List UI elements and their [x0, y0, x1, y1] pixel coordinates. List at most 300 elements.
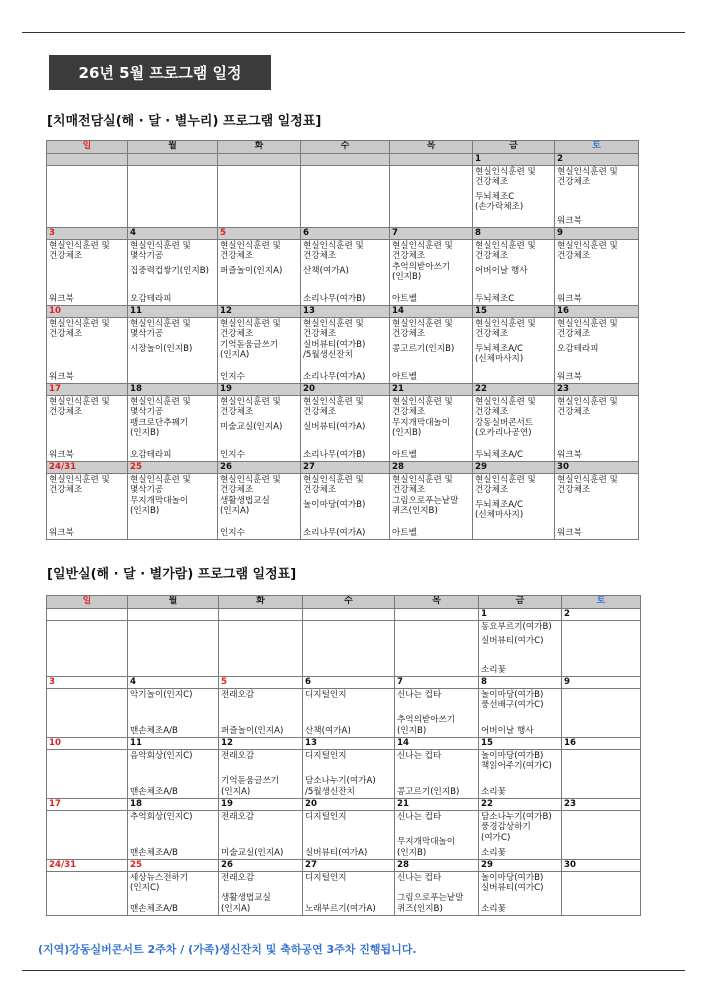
program-line: /5월생신잔치 [305, 786, 355, 797]
day-cell [395, 689, 479, 738]
program-line: 신나는 컵타 [397, 873, 442, 883]
program-line: (인지C) [130, 883, 160, 894]
date-number [219, 609, 303, 621]
program-line: 놀이마당(여가B) [481, 751, 544, 761]
day-cell [473, 396, 555, 462]
program-line: 워크북 [557, 449, 582, 460]
day-cell [128, 474, 218, 540]
program-line: 디지털인지 [305, 690, 347, 700]
program-line: 건강체조 [392, 407, 426, 418]
program-line: 현실인식훈련 및 [220, 241, 281, 251]
program-line: 현실인식훈련 및 [220, 397, 281, 407]
day-cell [301, 396, 390, 462]
program-line: 현실인식훈련 및 [557, 475, 618, 485]
date-number: 4 [128, 677, 219, 689]
program-line: 건강체조 [392, 329, 426, 340]
program-line: 실버뷰티(여가C) [481, 883, 544, 894]
program-line: /5월생신잔치 [303, 350, 353, 361]
day-cell [218, 240, 301, 306]
date-number: 2 [555, 154, 639, 166]
program-line: 두뇌체조C [475, 191, 515, 202]
day-cell [562, 750, 641, 799]
weekday-header: 월 [128, 141, 218, 154]
program-line: 몇삭기공 [130, 485, 164, 496]
program-line: 현실인식훈련 및 [475, 241, 536, 251]
date-row [47, 738, 641, 750]
date-number: 17 [47, 384, 128, 396]
program-line: 건강체조 [557, 251, 591, 262]
date-number: 26 [218, 462, 301, 474]
program-line: 아트벨 [392, 293, 417, 304]
day-cell [395, 872, 479, 916]
program-line: (인지B) [130, 428, 160, 439]
day-cell [47, 872, 128, 916]
program-line: (인지B) [392, 428, 422, 439]
program-line: 현실인식훈련 및 [303, 475, 364, 485]
date-number: 15 [473, 306, 555, 318]
program-row [47, 240, 639, 306]
program-line: 놀이마당(여가B) [481, 873, 544, 883]
day-cell [47, 621, 128, 677]
day-cell [555, 240, 639, 306]
day-cell [562, 621, 641, 677]
day-cell [303, 621, 395, 677]
program-line: 시장놀이(인지B) [130, 343, 193, 354]
program-line: (인지B) [397, 725, 427, 736]
program-line: 팽크로단추꿰기 [130, 417, 189, 428]
program-line: 미술교실(인지A) [221, 847, 284, 858]
weekday-header: 화 [219, 596, 303, 609]
date-row [47, 462, 639, 474]
program-line: 추억의받아쓰기 [392, 261, 451, 272]
day-cell [128, 396, 218, 462]
program-line: 건강체조 [557, 177, 591, 188]
day-cell [47, 811, 128, 860]
bottom-rule [22, 970, 685, 971]
program-line: 아트벨 [392, 371, 417, 382]
date-number: 23 [555, 384, 639, 396]
program-line: 오감테라피 [130, 293, 172, 304]
date-number [128, 154, 218, 166]
day-cell [390, 318, 473, 384]
program-line: 어버이날 행사 [475, 265, 528, 276]
program-line: 신나는 컵타 [397, 751, 442, 761]
date-number: 11 [128, 738, 219, 750]
date-number: 18 [128, 799, 219, 811]
program-line: 풍경감상하기 [481, 822, 531, 833]
date-number [47, 154, 128, 166]
program-line: 소리나무(여가B) [303, 449, 366, 460]
program-line: 건강체조 [303, 251, 337, 262]
date-number: 9 [562, 677, 641, 689]
day-cell [303, 689, 395, 738]
date-number: 25 [128, 462, 218, 474]
program-line: 건강체조 [557, 329, 591, 340]
program-line: 워크북 [49, 371, 74, 382]
program-line: 신나는 컵타 [397, 690, 442, 700]
weekday-header: 일 [47, 141, 128, 154]
date-number: 30 [555, 462, 639, 474]
program-line: 전래오감 [221, 873, 255, 883]
program-line: 책읽어주기(여가C) [481, 761, 552, 772]
program-line: 퍼즐놀이(인지A) [221, 725, 284, 736]
date-number: 16 [555, 306, 639, 318]
date-number: 9 [555, 228, 639, 240]
program-line: 건강체조 [220, 407, 254, 418]
day-cell [303, 872, 395, 916]
weekday-header: 목 [390, 141, 473, 154]
program-line: 인지수 [220, 371, 245, 382]
date-row [47, 384, 639, 396]
program-line: 그림으로푸는낱말 [392, 495, 459, 506]
program-line: 건강체조 [303, 485, 337, 496]
date-number: 6 [303, 677, 395, 689]
date-number: 4 [128, 228, 218, 240]
day-cell [479, 689, 562, 738]
program-line: 무지개막대놀이 [397, 837, 456, 848]
program-line: 디지털인지 [305, 873, 347, 883]
program-line: 건강체조 [220, 329, 254, 340]
weekday-header: 월 [128, 596, 219, 609]
program-line: 전래오감 [221, 812, 255, 822]
date-number: 10 [47, 738, 128, 750]
section2-title: [일반실(해 · 달 · 별가람) 프로그램 일정표] [47, 567, 297, 582]
date-number: 15 [479, 738, 562, 750]
program-line: 현실인식훈련 및 [475, 167, 536, 177]
day-cell [555, 166, 639, 228]
program-line: 현실인식훈련 및 [557, 397, 618, 407]
date-number: 24/31 [47, 462, 128, 474]
program-line: 집중력컵쌓기(인지B) [130, 265, 210, 276]
date-number: 18 [128, 384, 218, 396]
date-number [303, 609, 395, 621]
day-cell [47, 474, 128, 540]
program-line: 무지개막대놀이 [392, 417, 451, 428]
date-number: 21 [390, 384, 473, 396]
program-line: 추억의받아쓰기 [397, 715, 456, 726]
day-cell [218, 396, 301, 462]
program-line: 두뇌체조A/C [475, 499, 523, 510]
program-line: 콩고르기(인지B) [392, 343, 455, 354]
program-line: 인지수 [220, 527, 245, 538]
day-cell [562, 811, 641, 860]
date-number: 1 [479, 609, 562, 621]
date-row [47, 860, 641, 872]
program-line: 현실인식훈련 및 [49, 397, 110, 407]
date-number [47, 609, 128, 621]
date-number: 27 [303, 860, 395, 872]
date-number: 8 [479, 677, 562, 689]
day-cell [218, 166, 301, 228]
day-cell [47, 750, 128, 799]
date-number: 3 [47, 677, 128, 689]
dementia-ward-schedule-table [46, 140, 639, 540]
program-line: 현실인식훈련 및 [49, 475, 110, 485]
program-line: (인지A) [221, 903, 251, 914]
day-cell [128, 318, 218, 384]
day-cell [219, 689, 303, 738]
program-line: 소리나무(여가A) [303, 527, 366, 538]
date-number: 29 [479, 860, 562, 872]
program-row [47, 396, 639, 462]
day-cell [555, 318, 639, 384]
weekday-header: 토 [555, 141, 639, 154]
program-line: 워크북 [49, 449, 74, 460]
day-cell [301, 318, 390, 384]
day-cell [128, 240, 218, 306]
program-line: 현실인식훈련 및 [392, 397, 453, 407]
program-line: 미술교실(인지A) [220, 421, 283, 432]
date-number: 23 [562, 799, 641, 811]
program-line: 어버이날 행사 [481, 725, 534, 736]
date-row [47, 306, 639, 318]
date-number: 22 [479, 799, 562, 811]
program-line: 소리꽃 [481, 903, 506, 914]
program-line: 음악회상(인지C) [130, 751, 193, 761]
day-cell [47, 318, 128, 384]
date-number: 12 [218, 306, 301, 318]
date-number: 12 [219, 738, 303, 750]
program-line: 현실인식훈련 및 [392, 319, 453, 329]
program-line: 아트벨 [392, 527, 417, 538]
program-row [47, 166, 639, 228]
program-line: 현실인식훈련 및 [475, 475, 536, 485]
program-line: 실버뷰티(여가C) [481, 636, 544, 647]
program-line: 워크북 [557, 527, 582, 538]
day-cell [395, 811, 479, 860]
program-line: 현실인식훈련 및 [557, 241, 618, 251]
day-cell [395, 621, 479, 677]
program-line: 맨손체조A/B [130, 725, 178, 736]
program-row [47, 811, 641, 860]
program-line: 현실인식훈련 및 [392, 475, 453, 485]
program-line: 실버뷰티(여가A) [303, 421, 366, 432]
program-line: 건강체조 [49, 407, 83, 418]
program-line: 워크북 [49, 293, 74, 304]
program-line: 오감테라피 [130, 449, 172, 460]
date-number: 22 [473, 384, 555, 396]
weekday-header: 수 [303, 596, 395, 609]
program-line: 건강체조 [557, 407, 591, 418]
program-line: (인지B) [397, 847, 427, 858]
program-line: 전래오감 [221, 751, 255, 761]
day-cell [479, 872, 562, 916]
date-number: 19 [218, 384, 301, 396]
program-row [47, 474, 639, 540]
program-line: 소리나무(여가B) [303, 293, 366, 304]
date-number: 10 [47, 306, 128, 318]
day-cell [301, 166, 390, 228]
date-row [47, 677, 641, 689]
day-cell [47, 240, 128, 306]
program-line: 퀴즈(인지B) [397, 903, 443, 914]
day-cell [219, 872, 303, 916]
date-number: 8 [473, 228, 555, 240]
day-cell [47, 166, 128, 228]
date-row [47, 799, 641, 811]
date-row [47, 228, 639, 240]
weekday-header: 목 [395, 596, 479, 609]
program-line: 놀이마당(여가B) [481, 690, 544, 700]
program-line: 생활생법교실 [221, 893, 271, 904]
program-line: 무지개막대놀이 [130, 495, 189, 506]
program-line: 현실인식훈련 및 [475, 319, 536, 329]
date-row [47, 154, 639, 166]
program-line: (인지A) [220, 350, 250, 361]
date-number: 19 [219, 799, 303, 811]
program-line: 인지수 [220, 449, 245, 460]
program-line: 산책(여가A) [305, 725, 351, 736]
program-line: (손가락체조) [475, 202, 524, 213]
weekday-header: 수 [301, 141, 390, 154]
program-line: 그림으로푸는낱말 [397, 893, 464, 904]
program-line: (인지A) [220, 506, 250, 517]
day-cell [390, 166, 473, 228]
day-cell [479, 621, 562, 677]
program-line: 워크북 [49, 527, 74, 538]
program-line: 건강체조 [303, 329, 337, 340]
program-line: 현실인식훈련 및 [49, 319, 110, 329]
day-cell [562, 872, 641, 916]
date-number: 7 [390, 228, 473, 240]
program-line: 건강체조 [475, 407, 509, 418]
program-line: (신체마사지) [475, 510, 524, 521]
weekday-header: 토 [562, 596, 641, 609]
weekday-header: 금 [479, 596, 562, 609]
program-line: 실버뷰티(여가B) [303, 339, 366, 350]
program-line: 악기놀이(인지C) [130, 690, 193, 700]
date-number: 28 [390, 462, 473, 474]
program-line: 맨손체조A/B [130, 903, 178, 914]
program-line: (인지A) [221, 786, 251, 797]
date-number: 28 [395, 860, 479, 872]
program-line: 현실인식훈련 및 [303, 241, 364, 251]
date-number: 13 [301, 306, 390, 318]
date-number: 21 [395, 799, 479, 811]
program-line: 건강체조 [220, 485, 254, 496]
program-line: 놀이마당(여가B) [303, 499, 366, 510]
date-number: 29 [473, 462, 555, 474]
date-number: 14 [390, 306, 473, 318]
day-cell [473, 474, 555, 540]
day-cell [555, 474, 639, 540]
date-number: 6 [301, 228, 390, 240]
date-number [218, 154, 301, 166]
day-cell [128, 872, 219, 916]
program-line: 두뇌체조C [475, 293, 515, 304]
day-cell [219, 621, 303, 677]
date-number: 27 [301, 462, 390, 474]
date-number: 1 [473, 154, 555, 166]
program-line: 기억돋움글쓰기 [221, 776, 280, 787]
program-line: 현실인식훈련 및 [392, 241, 453, 251]
date-number: 5 [219, 677, 303, 689]
date-number: 7 [395, 677, 479, 689]
program-line: 소리꽃 [481, 847, 506, 858]
program-line: 콩고르기(인지B) [397, 786, 460, 797]
date-number [301, 154, 390, 166]
program-line: 건강체조 [475, 251, 509, 262]
program-line: 퍼즐놀이(인지A) [220, 265, 283, 276]
program-line: 생활생법교실 [220, 495, 270, 506]
program-line: 현실인식훈련 및 [557, 167, 618, 177]
day-cell [128, 750, 219, 799]
program-line: 현실인식훈련 및 [49, 241, 110, 251]
program-line: 두뇌체조A/C [475, 449, 523, 460]
program-line: 풍선배구(여가C) [481, 700, 544, 711]
day-cell [390, 240, 473, 306]
program-line: 워크북 [557, 293, 582, 304]
program-line: 오감테라피 [557, 343, 599, 354]
section1-title: [치매전담실(해 · 달 · 별누리) 프로그램 일정표] [47, 114, 322, 129]
page-title: 26년 5월 프로그램 일정 [49, 55, 271, 90]
program-line: 강동실버콘서트 [475, 417, 534, 428]
program-line: 소리꽃 [481, 664, 506, 675]
program-line: 건강체조 [49, 329, 83, 340]
program-row [47, 872, 641, 916]
program-line: 건강체조 [392, 251, 426, 262]
program-row [47, 621, 641, 677]
date-number: 14 [395, 738, 479, 750]
program-line: 기억돋움글쓰기 [220, 339, 279, 350]
program-line: 건강체조 [475, 485, 509, 496]
program-line: 건강체조 [475, 329, 509, 340]
program-line: 추억회상(인지C) [130, 812, 193, 822]
day-cell [47, 689, 128, 738]
program-line: 현실인식훈련 및 [130, 241, 191, 251]
date-number: 20 [301, 384, 390, 396]
weekday-header-row [47, 596, 641, 609]
date-number: 13 [303, 738, 395, 750]
program-line: 두뇌체조A/C [475, 343, 523, 354]
day-cell [473, 240, 555, 306]
date-number: 16 [562, 738, 641, 750]
day-cell [303, 811, 395, 860]
date-number: 24/31 [47, 860, 128, 872]
program-line: (신체마사지) [475, 354, 524, 365]
day-cell [47, 396, 128, 462]
date-number: 26 [219, 860, 303, 872]
footnote: (지역)강동실버콘서트 2주차 / (가족)생신잔치 및 축하공연 3주차 진행됩니다. [38, 943, 417, 956]
day-cell [128, 811, 219, 860]
program-line: 퀴즈(인지B) [392, 506, 438, 517]
program-line: 노래부르기(여가A) [305, 903, 376, 914]
program-line: 현실인식훈련 및 [303, 397, 364, 407]
day-cell [128, 166, 218, 228]
program-line: 건강체조 [392, 485, 426, 496]
program-line: 소리나무(여가A) [303, 371, 366, 382]
date-number: 5 [218, 228, 301, 240]
date-row [47, 609, 641, 621]
day-cell [473, 318, 555, 384]
program-line: 몇삭기공 [130, 251, 164, 262]
program-row [47, 318, 639, 384]
program-line: 현실인식훈련 및 [475, 397, 536, 407]
program-line: 소리꽃 [481, 786, 506, 797]
program-line: 몇삭기공 [130, 329, 164, 340]
date-number: 11 [128, 306, 218, 318]
day-cell [390, 474, 473, 540]
day-cell [218, 474, 301, 540]
day-cell [219, 811, 303, 860]
weekday-header: 금 [473, 141, 555, 154]
day-cell [555, 396, 639, 462]
top-rule [22, 32, 685, 33]
program-line: (인지B) [130, 506, 160, 517]
date-number: 2 [562, 609, 641, 621]
program-line: 건강체조 [49, 485, 83, 496]
date-number [390, 154, 473, 166]
